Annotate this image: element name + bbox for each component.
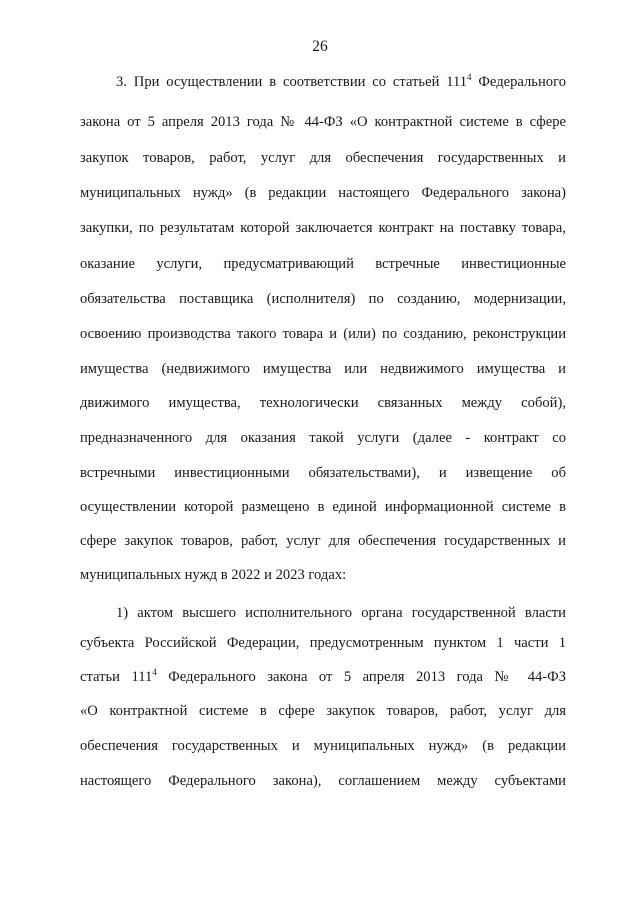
paragraph-1-line-9: имущества (недвижимого имущества или недвижимого имущества и: [80, 361, 566, 377]
paragraph-1-line-1: [116, 72, 566, 92]
paragraph-1-line-7: обязательства поставщика (исполнителя) по созданию, модернизации,: [80, 291, 566, 307]
paragraph-1-line-3: закупок товаров, работ, услуг для обеспечения государственных и: [80, 150, 566, 166]
paragraph-1-line-4: муниципальных нужд» (в редакции настоящего Федерального закона): [80, 185, 566, 201]
paragraph-1-line-5: закупки, по результатам которой заключается контракт на поставку товара,: [80, 220, 566, 236]
line-text-tail: Федерального: [471, 74, 566, 90]
paragraph-2-line-1: 1) актом высшего исполнительного органа государственной власти: [116, 605, 566, 621]
paragraph-1-line-13: осуществлении которой размещено в единой информационной системе в: [80, 499, 566, 515]
paragraph-1-line-15: муниципальных нужд в 2022 и 2023 годах:: [80, 567, 347, 583]
paragraph-2-line-2: субъекта Российской Федерации, предусмотренным пунктом 1 части 1: [80, 635, 566, 651]
line-text-tail: Федерального закона от 5 апреля 2013 года № 44-ФЗ: [156, 669, 567, 685]
paragraph-1-line-6: оказание услуги, предусматривающий встречные инвестиционные: [80, 256, 566, 272]
paragraph-1-line-8: освоению производства такого товара и (или) по созданию, реконструкции: [80, 326, 566, 342]
paragraph-2-line-5: обеспечения государственных и муниципальных нужд» (в редакции: [80, 738, 566, 754]
line-text: статьи 111: [80, 669, 153, 685]
paragraph-2-line-6: настоящего Федерального закона), соглашением между субъектами: [80, 773, 566, 789]
paragraph-1-line-2: закона от 5 апреля 2013 года № 44-ФЗ «О контрактной системе в сфере: [80, 114, 566, 130]
paragraph-1-line-12: встречными инвестиционными обязательствами), и извещение об: [80, 465, 566, 481]
line-text: 3. При осуществлении в соответствии со статьей 111: [116, 74, 468, 90]
superscript: 4: [152, 667, 157, 677]
paragraph-2-line-3: [80, 667, 566, 687]
paragraph-1-line-14: сфере закупок товаров, работ, услуг для обеспечения государственных и: [80, 533, 566, 549]
page-number: 26: [312, 38, 328, 55]
paragraph-1-line-11: предназначенного для оказания такой услуги (далее - контракт со: [80, 430, 566, 446]
paragraph-2-line-4: «О контрактной системе в сфере закупок товаров, работ, услуг для: [80, 703, 566, 719]
superscript: 4: [467, 72, 472, 82]
paragraph-1-line-10: движимого имущества, технологически связанных между собой),: [80, 395, 566, 411]
